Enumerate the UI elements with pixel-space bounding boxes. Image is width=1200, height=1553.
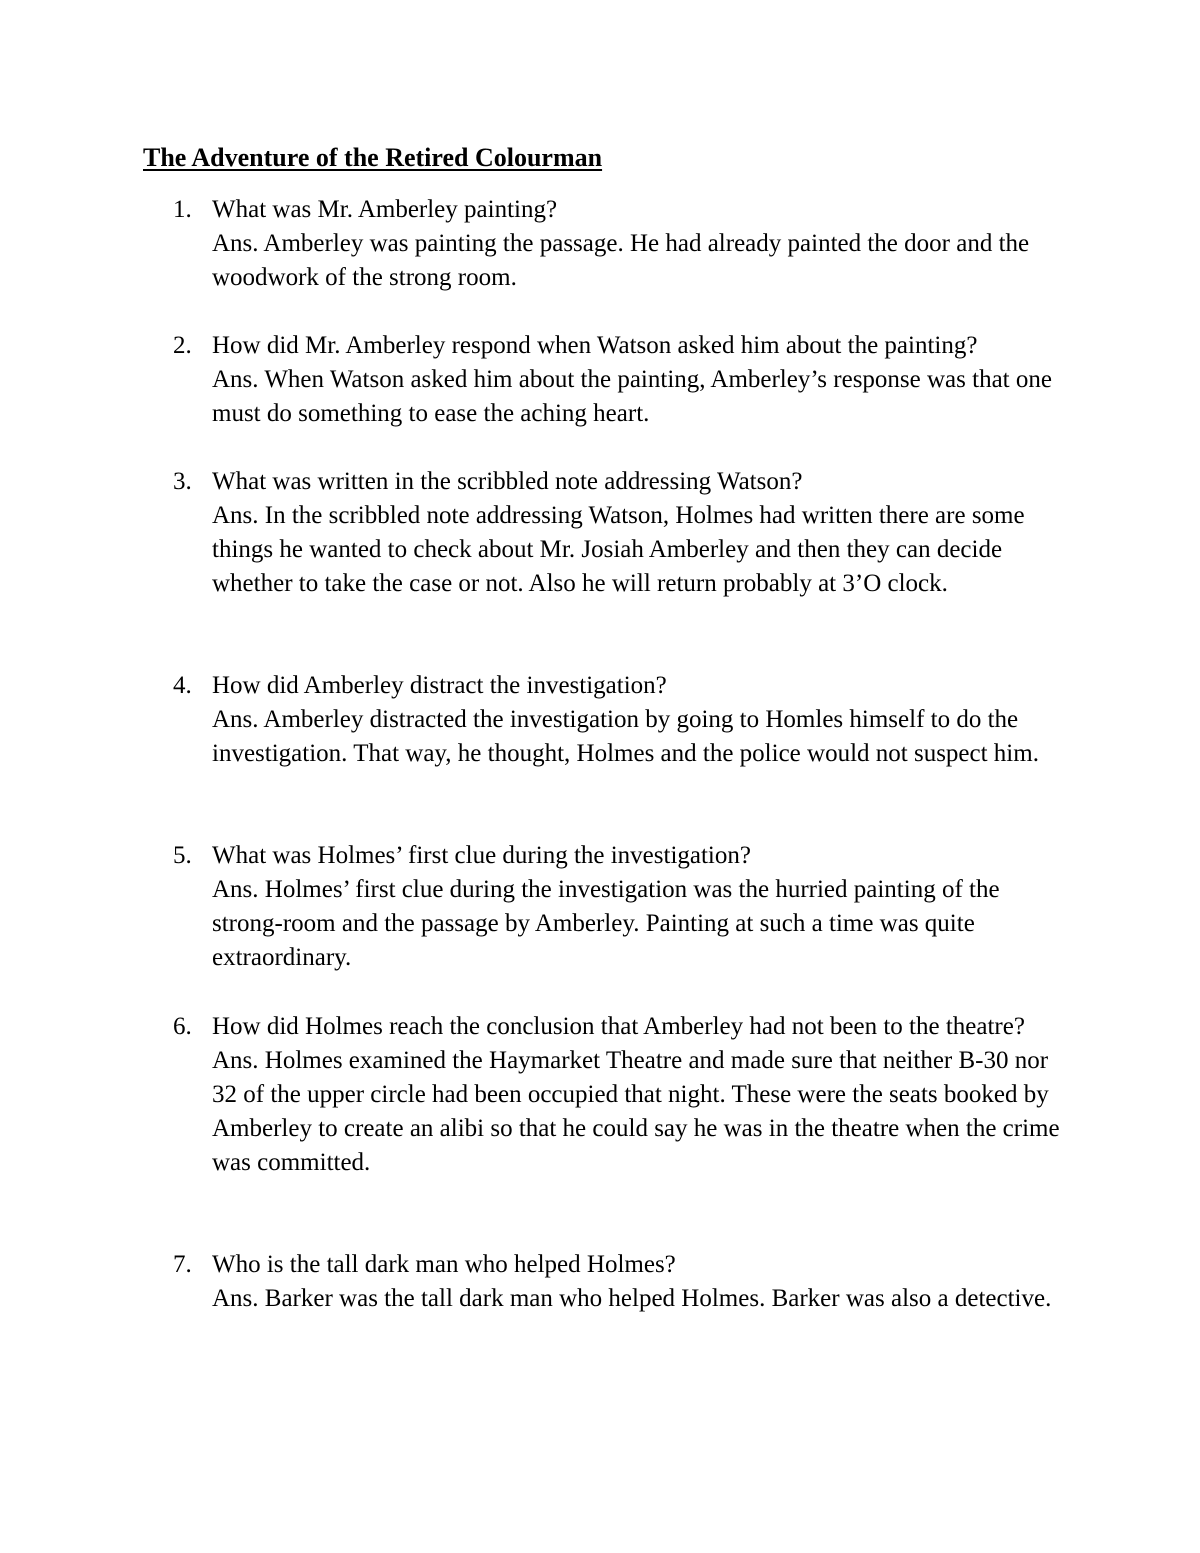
qa-answer: Ans. Barker was the tall dark man who helped Holmes. Barker was also a detective.: [212, 1285, 1052, 1312]
qa-answer: Ans. Holmes examined the Haymarket Theatre and made sure that neither B-30 nor 32 of the upper circle had been occupied that night. These were the seats booked by Amberley to create an alibi so that he could say he was in the theatre when the crime was committed.: [212, 1047, 1060, 1176]
qa-answer: Ans. Amberley was painting the passage. He had already painted the door and the woodwork of the strong room.: [212, 230, 1030, 291]
qa-number: 7.: [173, 1251, 192, 1278]
qa-number: 3.: [173, 468, 192, 495]
qa-body: [212, 1248, 1072, 1316]
qa-answer: Ans. When Watson asked him about the painting, Amberley’s response was that one must do something to ease the aching heart.: [212, 366, 1052, 427]
qa-body: [212, 1010, 1072, 1180]
qa-question: How did Mr. Amberley respond when Watson asked him about the painting?: [212, 332, 978, 359]
qa-number: 5.: [173, 842, 192, 869]
qa-number: 6.: [173, 1013, 192, 1040]
qa-number: 2.: [173, 332, 192, 359]
qa-body: [212, 329, 1072, 431]
qa-answer: Ans. Amberley distracted the investigation by going to Homles himself to do the investigation. That way, he thought, Holmes and the police would not suspect him.: [212, 706, 1039, 767]
qa-body: [212, 669, 1072, 771]
qa-body: [212, 193, 1072, 295]
qa-question: How did Holmes reach the conclusion that Amberley had not been to the theatre?: [212, 1013, 1025, 1040]
page-title: The Adventure of the Retired Colourman: [143, 143, 603, 172]
qa-question: What was written in the scribbled note addressing Watson?: [212, 468, 803, 495]
qa-body: [212, 839, 1072, 975]
qa-body: [212, 465, 1072, 601]
qa-question: What was Mr. Amberley painting?: [212, 196, 558, 223]
qa-answer: Ans. In the scribbled note addressing Watson, Holmes had written there are some things he wanted to check about Mr. Josiah Amberley and then they can decide whether to take the case or not. Also he will return probably at 3’O clock.: [212, 502, 1025, 597]
qa-answer: Ans. Holmes’ first clue during the investigation was the hurried painting of the strong-room and the passage by Amberley. Painting at such a time was quite extraordinary.: [212, 876, 1000, 971]
qa-number: 1.: [173, 196, 192, 223]
qa-question: Who is the tall dark man who helped Holmes?: [212, 1251, 676, 1278]
qa-number: 4.: [173, 672, 192, 699]
qa-question: How did Amberley distract the investigation?: [212, 672, 667, 699]
qa-question: What was Holmes’ first clue during the investigation?: [212, 842, 751, 869]
